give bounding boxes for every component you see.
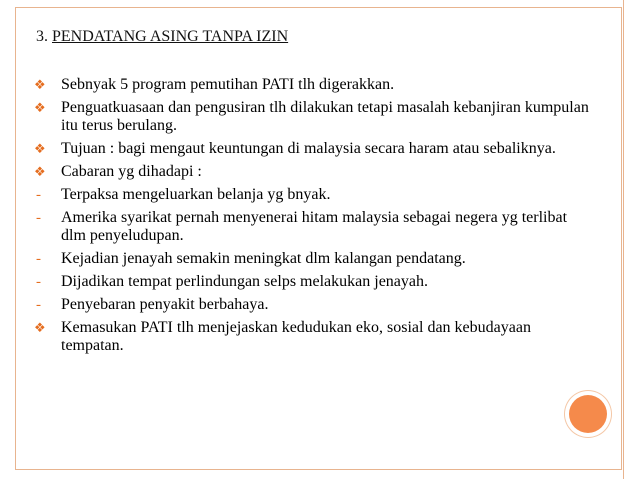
dash-icon: - <box>36 251 41 267</box>
slide-title-number: 3. <box>36 28 48 45</box>
list-item-text: Tujuan : bagi mengaut keuntungan di malaysia secara haram atau sebaliknya. <box>61 140 556 157</box>
dash-icon: - <box>36 187 41 203</box>
list-item <box>34 76 594 94</box>
list-item <box>34 209 594 245</box>
slide-title-text: PENDATANG ASING TANPA IZIN <box>52 28 289 45</box>
bullet-icon: ❖ <box>34 77 46 92</box>
list-item <box>34 140 594 158</box>
bullet-icon: ❖ <box>34 320 46 335</box>
orange-circle-decoration <box>569 395 607 433</box>
bullet-icon: ❖ <box>34 164 46 179</box>
list-item-text: Cabaran yg dihadapi : <box>61 163 202 180</box>
list-item-text: Kejadian jenayah semakin meningkat dlm kalangan pendatang. <box>61 250 466 267</box>
list-item <box>34 319 594 355</box>
list-item-text: Sebnyak 5 program pemutihan PATI tlh digerakkan. <box>61 76 395 93</box>
bullet-icon: ❖ <box>34 100 46 115</box>
bullet-icon: ❖ <box>34 141 46 156</box>
list-item <box>34 186 594 204</box>
list-item-text: Penyebaran penyakit berbahaya. <box>61 296 269 313</box>
list-item <box>34 296 594 314</box>
list-item-text: Terpaksa mengeluarkan belanja yg bnyak. <box>61 186 331 203</box>
list-item-text: Penguatkuasaan dan pengusiran tlh dilakukan tetapi masalah kebanjiran kumpulan itu terus berulang. <box>61 99 589 134</box>
bullet-list <box>34 76 594 360</box>
list-item-text: Dijadikan tempat perlindungan selps melakukan jenayah. <box>61 273 428 290</box>
list-item <box>34 250 594 268</box>
slide-right-rule <box>623 0 624 479</box>
list-item-text: Amerika syarikat pernah menyenerai hitam malaysia sebagai negera yg terlibat dlm penyeludupan. <box>61 209 568 244</box>
dash-icon: - <box>36 297 41 313</box>
list-item <box>34 273 594 291</box>
list-item <box>34 163 594 181</box>
slide-title <box>36 28 288 46</box>
dash-icon: - <box>36 274 41 290</box>
list-item-text: Kemasukan PATI tlh menjejaskan kedudukan eko, sosial dan kebudayaan tempatan. <box>61 319 531 354</box>
list-item <box>34 99 594 135</box>
dash-icon: - <box>36 210 41 226</box>
